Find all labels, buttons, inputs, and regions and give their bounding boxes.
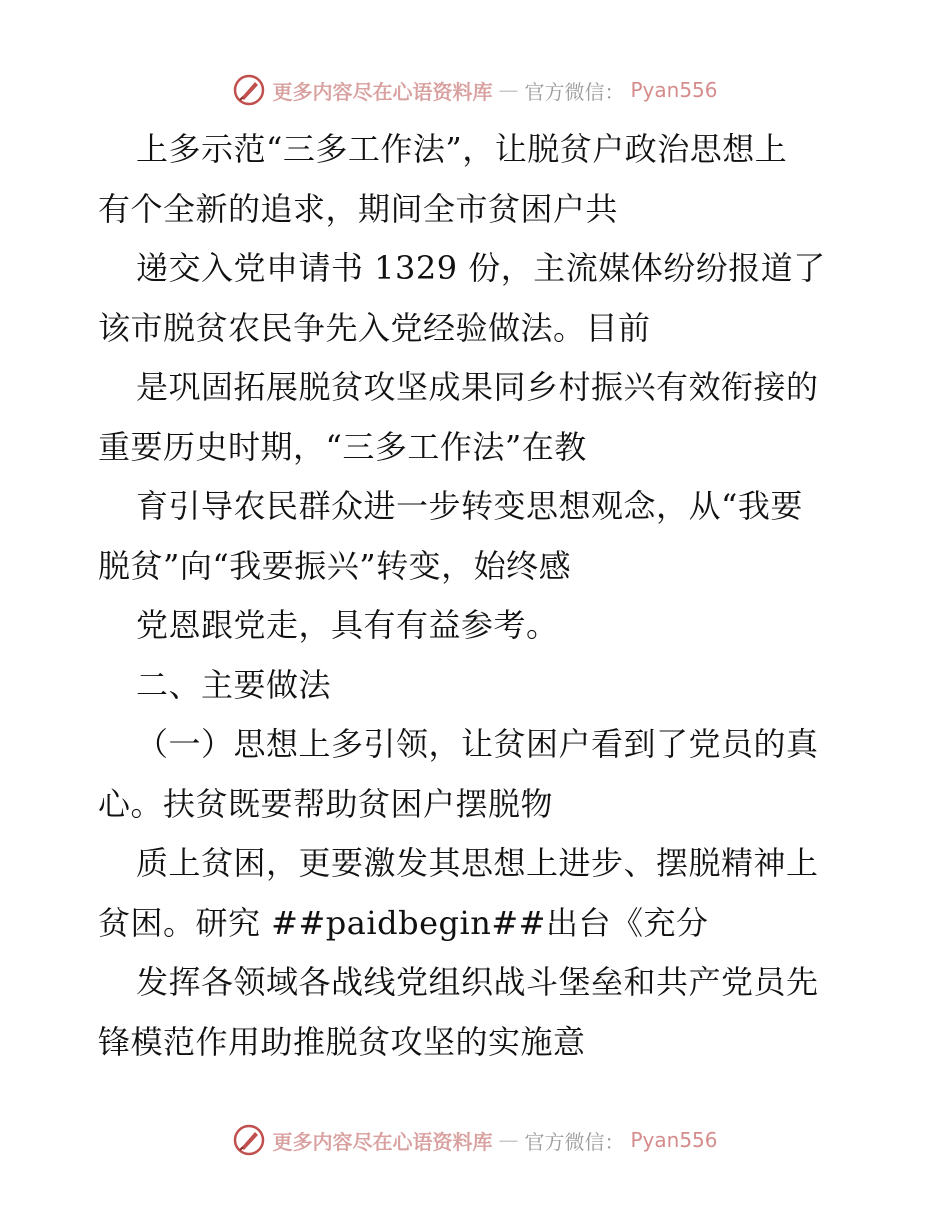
text-line: 心。扶贫既要帮助贫困户摆脱物 <box>98 784 554 823</box>
watermark-wechat-id: Pyan556 <box>630 78 718 102</box>
text-line: 递交入党申请书 1329 份，主流媒体纷纷报道了 <box>136 249 826 287</box>
document-body <box>98 120 858 1072</box>
text-line: 锋模范作用助推脱贫攻坚的实施意 <box>98 1022 586 1061</box>
text-line: 有个全新的追求，期间全市贫困户共 <box>98 189 619 228</box>
watermark-dash: — <box>498 78 519 102</box>
text-line: 育引导农民群众进一步转变思想观念，从“我要 <box>136 487 803 525</box>
text-line: 党恩跟党走，具有有益参考。 <box>136 606 559 644</box>
header-watermark <box>0 70 950 110</box>
watermark-wechat-id: Pyan556 <box>630 1128 718 1152</box>
text-line: 该市脱贫农民争先入党经验做法。目前 <box>98 308 651 347</box>
text-line: 质上贫困，更要激发其思想上进步、摆脱精神上 <box>136 844 819 882</box>
watermark-official-label: 官方微信： <box>524 79 625 104</box>
text-line: 脱贫”向“我要振兴”转变，始终感 <box>98 546 572 585</box>
text-line: 发挥各领域各战线党组织战斗堡垒和共产党员先 <box>136 963 819 1001</box>
watermark-official-label: 官方微信： <box>524 1129 625 1154</box>
text-line: 贫困。研究 ##paidbegin##出台《充分 <box>98 903 709 942</box>
section-heading: 二、主要做法 <box>136 665 332 704</box>
quill-logo-icon <box>232 73 266 107</box>
text-line: 重要历史时期，“三多工作法”在教 <box>98 427 587 466</box>
quill-logo-icon <box>232 1123 266 1157</box>
watermark-dash: — <box>498 1128 519 1152</box>
footer-watermark <box>0 1120 950 1160</box>
subsection-heading: （一）思想上多引领，让贫困户看到了党员的真 <box>136 725 819 763</box>
watermark-text: 更多内容尽在心语资料库 <box>272 79 493 104</box>
text-line: 是巩固拓展脱贫攻坚成果同乡村振兴有效衔接的 <box>136 368 819 406</box>
text-line: 上多示范“三多工作法”，让脱贫户政治思想上 <box>136 130 788 168</box>
watermark-text: 更多内容尽在心语资料库 <box>272 1129 493 1154</box>
